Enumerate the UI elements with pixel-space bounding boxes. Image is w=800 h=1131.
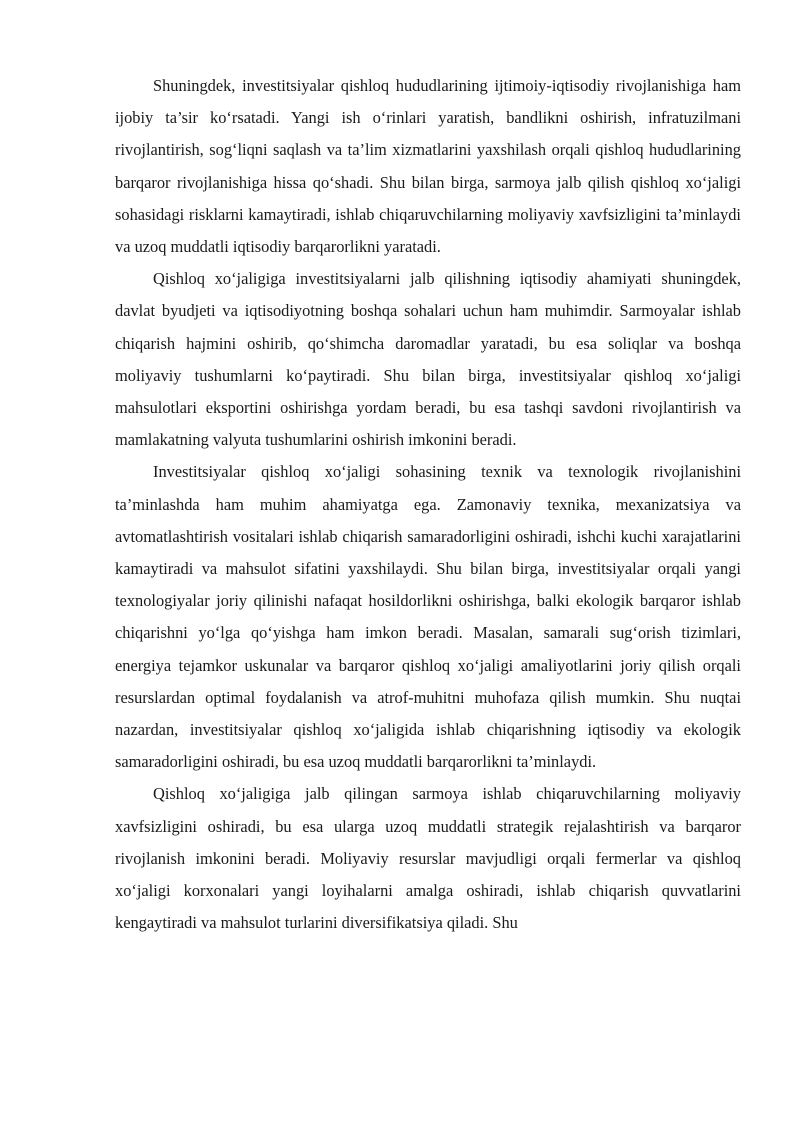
paragraph-2: Qishloq xo‘jaligiga investitsiyalarni jalb qilishning iqtisodiy ahamiyati shuningdek, davlat byudjeti va iqtisodiyotning boshqa sohalari uchun ham muhimdir. Sarmoyalar ishlab chiqarish hajmini oshirib, qo‘shimcha daromadlar yaratadi, bu esa soliqlar va boshqa moliyaviy tushumlarni ko‘paytiradi. Shu bilan birga, investitsiyalar qishloq xo‘jaligi mahsulotlari eksportini oshirishga yordam beradi, bu esa tashqi savdoni rivojlantirish va mamlakatning valyuta tushumlarini oshirish imkonini beradi.: [115, 269, 741, 450]
document-body: [115, 70, 741, 939]
paragraph-3: Investitsiyalar qishloq xo‘jaligi sohasining texnik va texnologik rivojlanishini ta’minlashda ham muhim ahamiyatga ega. Zamonaviy texnika, mexanizatsiya va avtomatlashtirish vositalari ishlab chiqarish samaradorligini oshiradi, ishchi kuchi xarajatlarini kamaytiradi va mahsulot sifatini yaxshilaydi. Shu bilan birga, investitsiyalar orqali yangi texnologiyalar joriy qilinishi nafaqat hosildorlikni oshirishga, balki ekologik barqaror ishlab chiqarishni yo‘lga qo‘yishga ham imkon beradi. Masalan, samarali sug‘orish tizimlari, energiya tejamkor uskunalar va barqaror qishloq xo‘jaligi amaliyotlarini joriy qilish orqali resurslardan optimal foydalanish va atrof-muhitni muhofaza qilish mumkin. Shu nuqtai nazardan, investitsiyalar qishloq xo‘jaligida ishlab chiqarishning iqtisodiy va ekologik samaradorligini oshiradi, bu esa uzoq muddatli barqarorlikni ta’minlaydi.: [115, 462, 741, 772]
paragraph-1: Shuningdek, investitsiyalar qishloq hududlarining ijtimoiy-iqtisodiy rivojlanishiga ham ijobiy ta’sir ko‘rsatadi. Yangi ish o‘rinlari yaratish, bandlikni oshirish, infratuzilmani rivojlantirish, sog‘liqni saqlash va ta’lim xizmatlarini yaxshilash orqali qishloq hududlarining barqaror rivojlanishiga hissa qo‘shadi. Shu bilan birga, sarmoya jalb qilish qishloq xo‘jaligi sohasidagi risklarni kamaytiradi, ishlab chiqaruvchilarning moliyaviy xavfsizligini ta’minlaydi va uzoq muddatli iqtisodiy barqarorlikni yaratadi.: [115, 76, 741, 257]
paragraph-4: Qishloq xo‘jaligiga jalb qilingan sarmoya ishlab chiqaruvchilarning moliyaviy xavfsizligini oshiradi, bu esa ularga uzoq muddatli strategik rejalashtirish va barqaror rivojlanish imkonini beradi. Moliyaviy resurslar mavjudligi orqali fermerlar va qishloq xo‘jaligi korxonalari yangi loyihalarni amalga oshiradi, ishlab chiqarish quvvatlarini kengaytiradi va mahsulot turlarini diversifikatsiya qiladi. Shu: [115, 784, 741, 933]
